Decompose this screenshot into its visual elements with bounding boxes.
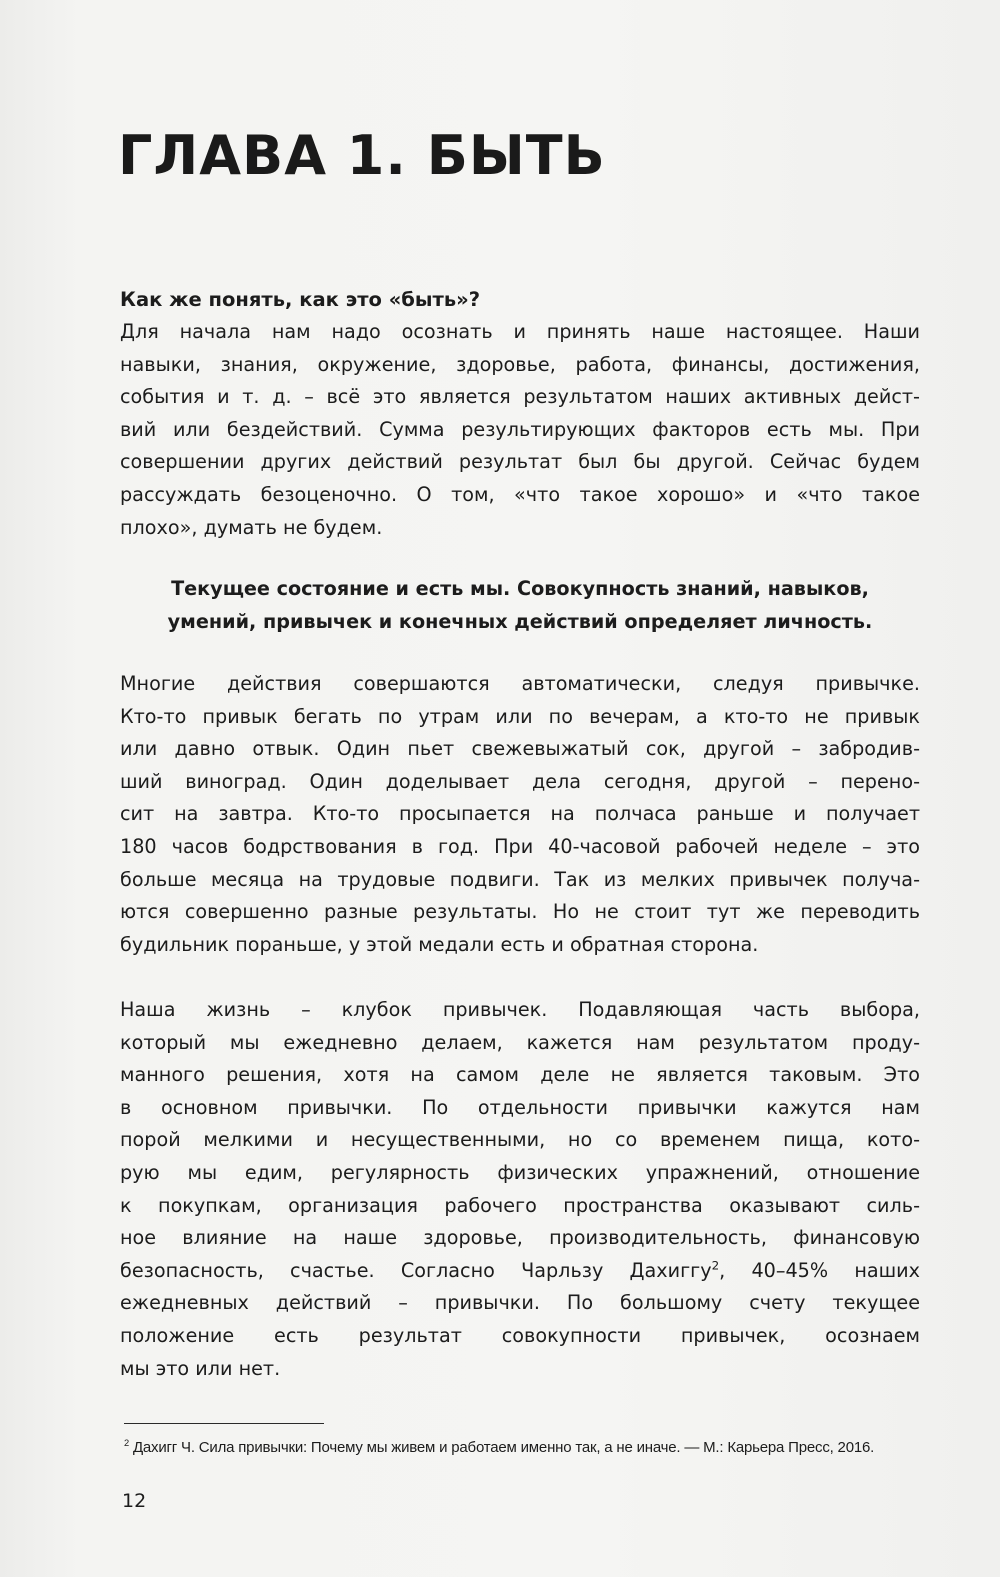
paragraph-line: к покупкам, организация рабочего пространства оказывают силь- xyxy=(120,1193,920,1217)
paragraph-line: который мы ежедневно делаем, кажется нам результатом проду- xyxy=(120,1030,920,1054)
footnote-reference[interactable]: 2 xyxy=(711,1258,720,1273)
paragraph-line: 180 часов бодрствования в год. При 40-часовой рабочей неделе – это xyxy=(120,834,920,858)
paragraph-line: сит на завтра. Кто-то просыпается на полчаса раньше и получает xyxy=(120,802,920,826)
footnote-marker: 2 xyxy=(124,1438,129,1448)
paragraph-line: положение есть результат совокупности привычек, осознаем xyxy=(120,1323,920,1347)
paragraph-2 xyxy=(120,668,920,961)
footnote-divider xyxy=(124,1423,324,1424)
line-text: безопасность, счастье. Согласно Чарльзу Дахиггу xyxy=(120,1258,712,1282)
paragraph-line: Многие действия совершаются автоматически, следуя привычке. xyxy=(120,672,920,695)
paragraph-1 xyxy=(120,316,920,544)
paragraph-line: ежедневных действий – привычки. По большому счету текущее xyxy=(120,1291,920,1315)
paragraph-line: плохо», думать не будем. xyxy=(120,515,383,539)
highlighted-statement xyxy=(120,572,920,638)
line-text: , 40–45% наших xyxy=(719,1258,920,1282)
paragraph-line: или давно отвык. Один пьет свежевыжатый сок, другой – забродив- xyxy=(120,737,920,761)
paragraph-line: в основном привычки. По отдельности привычки кажутся нам xyxy=(120,1095,920,1119)
section-question: Как же понять, как это «быть»? xyxy=(120,288,481,311)
paragraph-line: вий или бездействий. Сумма результирующих факторов есть мы. При xyxy=(120,417,920,441)
footnote xyxy=(124,1434,874,1462)
paragraph-3 xyxy=(120,994,920,1385)
highlight-line: умений, привычек и конечных действий определяет личность. xyxy=(167,610,873,633)
paragraph-line: рассуждать безоценочно. О том, «что такое хорошо» и «что такое xyxy=(120,482,920,506)
paragraph-line: рую мы едим, регулярность физических упражнений, отношение xyxy=(120,1160,920,1184)
paragraph-line-with-footnote xyxy=(120,1255,920,1288)
paragraph-line: совершении других действий результат был бы другой. Сейчас будем xyxy=(120,450,920,474)
paragraph-line: будильник пораньше, у этой медали есть и обратная сторона. xyxy=(120,932,759,956)
page-number: 12 xyxy=(122,1490,147,1512)
footnote-text: Дахигг Ч. Сила привычки: Почему мы живем и работаем именно так, а не иначе. — М.: Карьера Пресс, 2016. xyxy=(132,1439,875,1456)
highlight-line: Текущее состояние и есть мы. Совокупность знаний, навыков, xyxy=(171,577,869,600)
paragraph-line: Наша жизнь – клубок привычек. Подавляющая часть выбора, xyxy=(120,998,920,1021)
paragraph-line: ются совершенно разные результаты. Но не стоит тут же переводить xyxy=(120,900,920,924)
chapter-title: ГЛАВА 1. БЫТЬ xyxy=(118,124,606,187)
paragraph-line: события и т. д. – всё это является результатом наших активных дейст- xyxy=(120,385,920,409)
paragraph-line: ное влияние на наше здоровье, производительность, финансовую xyxy=(120,1226,920,1250)
paragraph-line: порой мелкими и несущественными, но со временем пища, кото- xyxy=(120,1128,920,1152)
paragraph-line: Кто-то привык бегать по утрам или по вечерам, а кто-то не привык xyxy=(120,704,920,728)
paragraph-line: манного решения, хотя на самом деле не является таковым. Это xyxy=(120,1063,920,1087)
paragraph-line: ший виноград. Один доделывает дела сегодня, другой – перено- xyxy=(120,769,920,793)
paragraph-line: мы это или нет. xyxy=(120,1356,281,1380)
paragraph-line: больше месяца на трудовые подвиги. Так из мелких привычек получа- xyxy=(120,867,920,891)
paragraph-line: навыки, знания, окружение, здоровье, работа, финансы, достижения, xyxy=(120,352,920,376)
paragraph-line: Для начала нам надо осознать и принять наше настоящее. Наши xyxy=(120,320,920,343)
